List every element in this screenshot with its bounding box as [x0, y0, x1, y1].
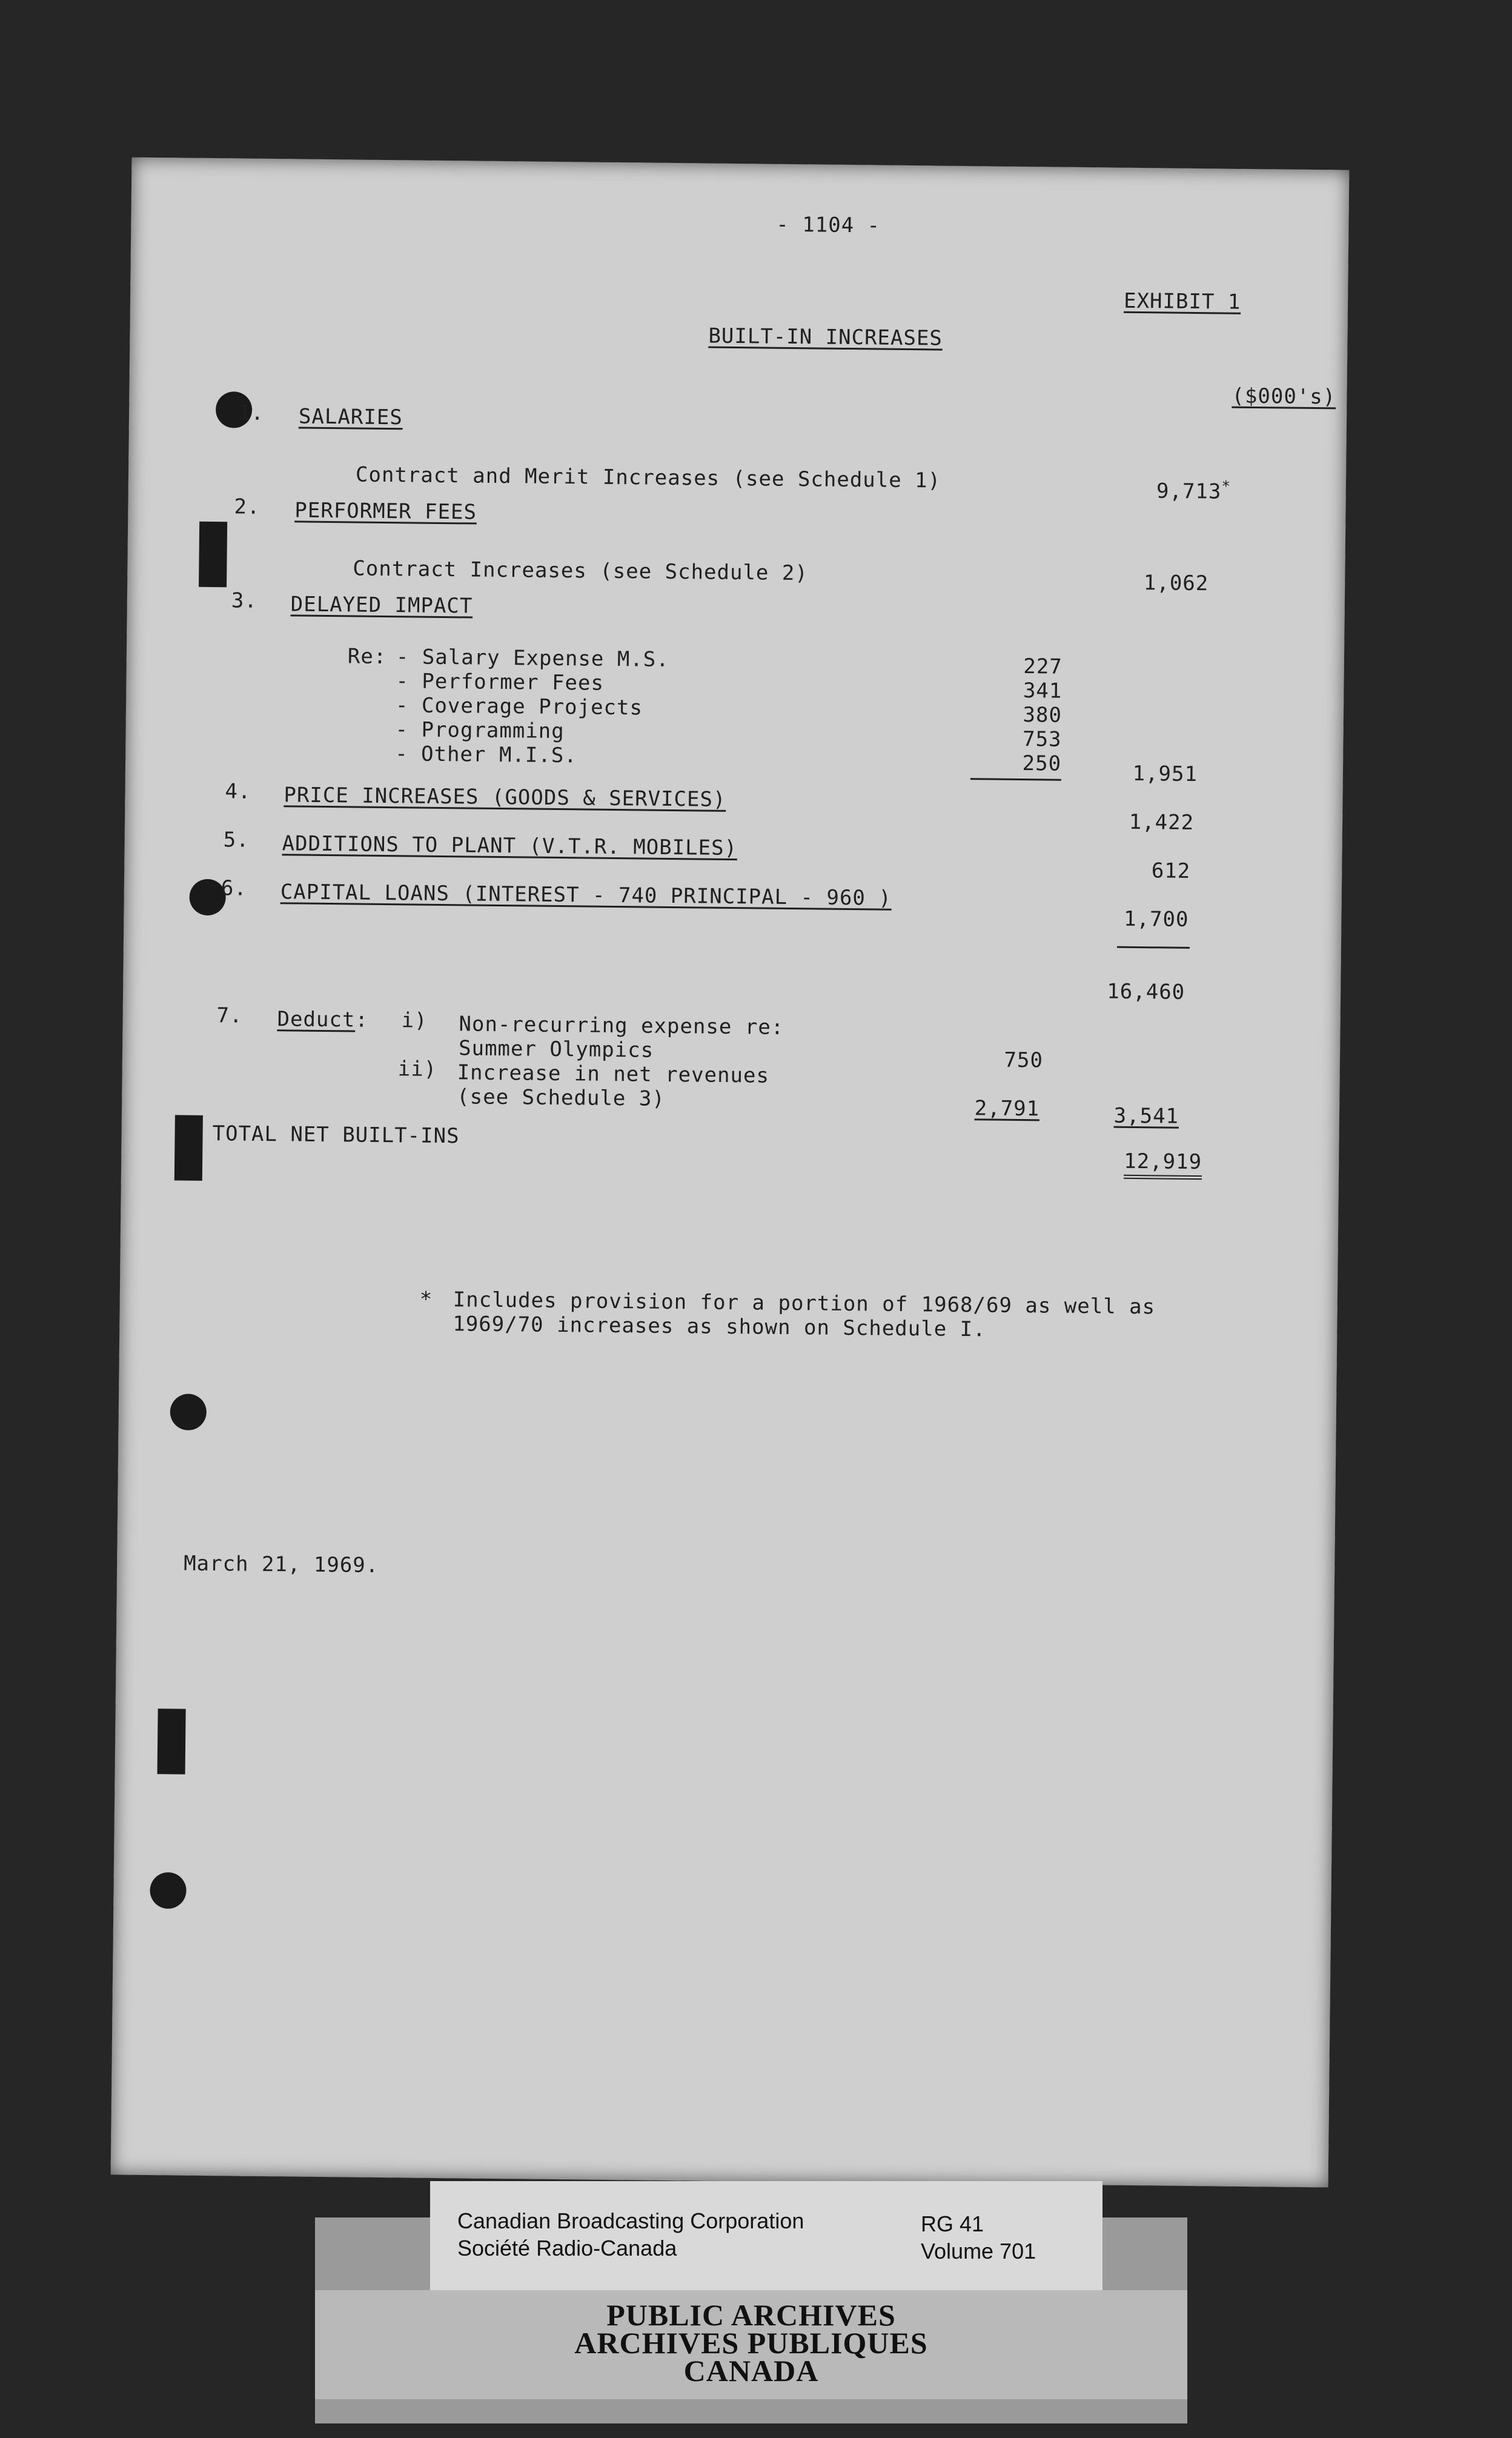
item-total: 1,422: [1129, 809, 1195, 835]
item-description: Contract and Merit Increases (see Schedule 1): [355, 462, 941, 493]
item-heading: CAPITAL LOANS (INTEREST - 740 PRINCIPAL - 960 ): [280, 880, 892, 911]
deduct-value: 2,791: [974, 1096, 1040, 1121]
item-number: 4.: [225, 779, 251, 804]
subitem-label: - Other M.I.S.: [394, 742, 577, 768]
deduct-total: 3,541: [1113, 1103, 1179, 1129]
subitem-value: 380: [1023, 703, 1063, 728]
item-description: Contract Increases (see Schedule 2): [353, 556, 809, 586]
units-label: ($000's): [1232, 384, 1336, 410]
deduct-value: 750: [1004, 1048, 1044, 1073]
deduct-text: (see Schedule 3): [457, 1084, 665, 1111]
item-total: 9,713*: [1156, 477, 1232, 504]
subtotal-rule: [970, 778, 1061, 781]
item-heading: SALARIES: [298, 404, 403, 430]
deduct-text: Summer Olympics: [458, 1036, 654, 1063]
item-number: 3.: [231, 588, 257, 613]
footnote-line: 1969/70 increases as shown on Schedule I.: [453, 1312, 986, 1342]
item-number: 6.: [220, 876, 248, 901]
item-number: 5.: [223, 828, 250, 852]
item-number: 1.: [237, 400, 265, 425]
deduct-text: Non-recurring expense re:: [459, 1012, 784, 1040]
item-heading: PERFORMER FEES: [294, 498, 477, 525]
subitem-value: 250: [1022, 751, 1062, 776]
document-date: March 21, 1969.: [183, 1551, 379, 1578]
item-heading: PRICE INCREASES (GOODS & SERVICES): [284, 783, 726, 812]
deduct-heading: Deduct:: [277, 1007, 369, 1032]
page-number: - 1104 -: [776, 212, 881, 238]
binder-slot: [199, 522, 227, 587]
item-number: 2.: [234, 494, 260, 519]
deduct-roman: i): [401, 1008, 428, 1033]
subitem-value: 753: [1022, 727, 1062, 752]
stamp-line: ARCHIVES PUBLIQUES: [574, 2326, 928, 2360]
archive-label-card: [430, 2181, 1102, 2290]
item-total: 1,700: [1123, 906, 1189, 932]
item-number: 7.: [216, 1003, 243, 1028]
asterisk-mark: *: [1221, 477, 1232, 495]
stamp-line: CANADA: [683, 2354, 819, 2388]
net-total-label: TOTAL NET BUILT-INS: [212, 1121, 460, 1149]
item-total: 1,062: [1143, 571, 1209, 596]
org-name-en: Canadian Broadcasting Corporation: [457, 2208, 804, 2233]
volume: Volume 701: [921, 2239, 1036, 2264]
binder-slot: [158, 1709, 186, 1774]
subitem-label: - Salary Expense M.S.: [396, 645, 669, 672]
subitem-value: 341: [1023, 679, 1063, 703]
subitem-label: - Programming: [395, 717, 565, 744]
binder-slot: [174, 1115, 203, 1180]
re-label: Re:: [347, 644, 387, 669]
binder-hole: [170, 1393, 207, 1430]
exhibit-label: EXHIBIT 1: [1123, 288, 1241, 314]
stamp-line: PUBLIC ARCHIVES: [606, 2298, 896, 2332]
org-name-fr: Société Radio-Canada: [457, 2236, 677, 2260]
item-heading: DELAYED IMPACT: [290, 592, 473, 619]
archives-stamp: [315, 2290, 1187, 2399]
subitem-value: 227: [1023, 654, 1063, 679]
document-page: [111, 158, 1350, 2188]
net-total: 12,919: [1124, 1149, 1202, 1174]
total-rule: [1117, 946, 1190, 949]
footnote-mark: *: [419, 1287, 433, 1312]
subitem-label: - Performer Fees: [396, 669, 605, 696]
item-heading: ADDITIONS TO PLANT (V.T.R. MOBILES): [282, 831, 738, 861]
deduct-text: Increase in net revenues: [457, 1060, 770, 1088]
subtotal: 16,460: [1107, 979, 1185, 1005]
footnote-line: Includes provision for a portion of 1968/69 as well as: [453, 1287, 1156, 1320]
item-total: 1,951: [1132, 761, 1198, 787]
document-title: BUILT-IN INCREASES: [708, 324, 943, 351]
binder-hole: [150, 1872, 187, 1909]
subitem-label: - Coverage Projects: [395, 693, 643, 720]
item-total: 612: [1151, 859, 1191, 883]
deduct-roman: ii): [397, 1057, 437, 1081]
record-group: RG 41: [921, 2211, 984, 2236]
